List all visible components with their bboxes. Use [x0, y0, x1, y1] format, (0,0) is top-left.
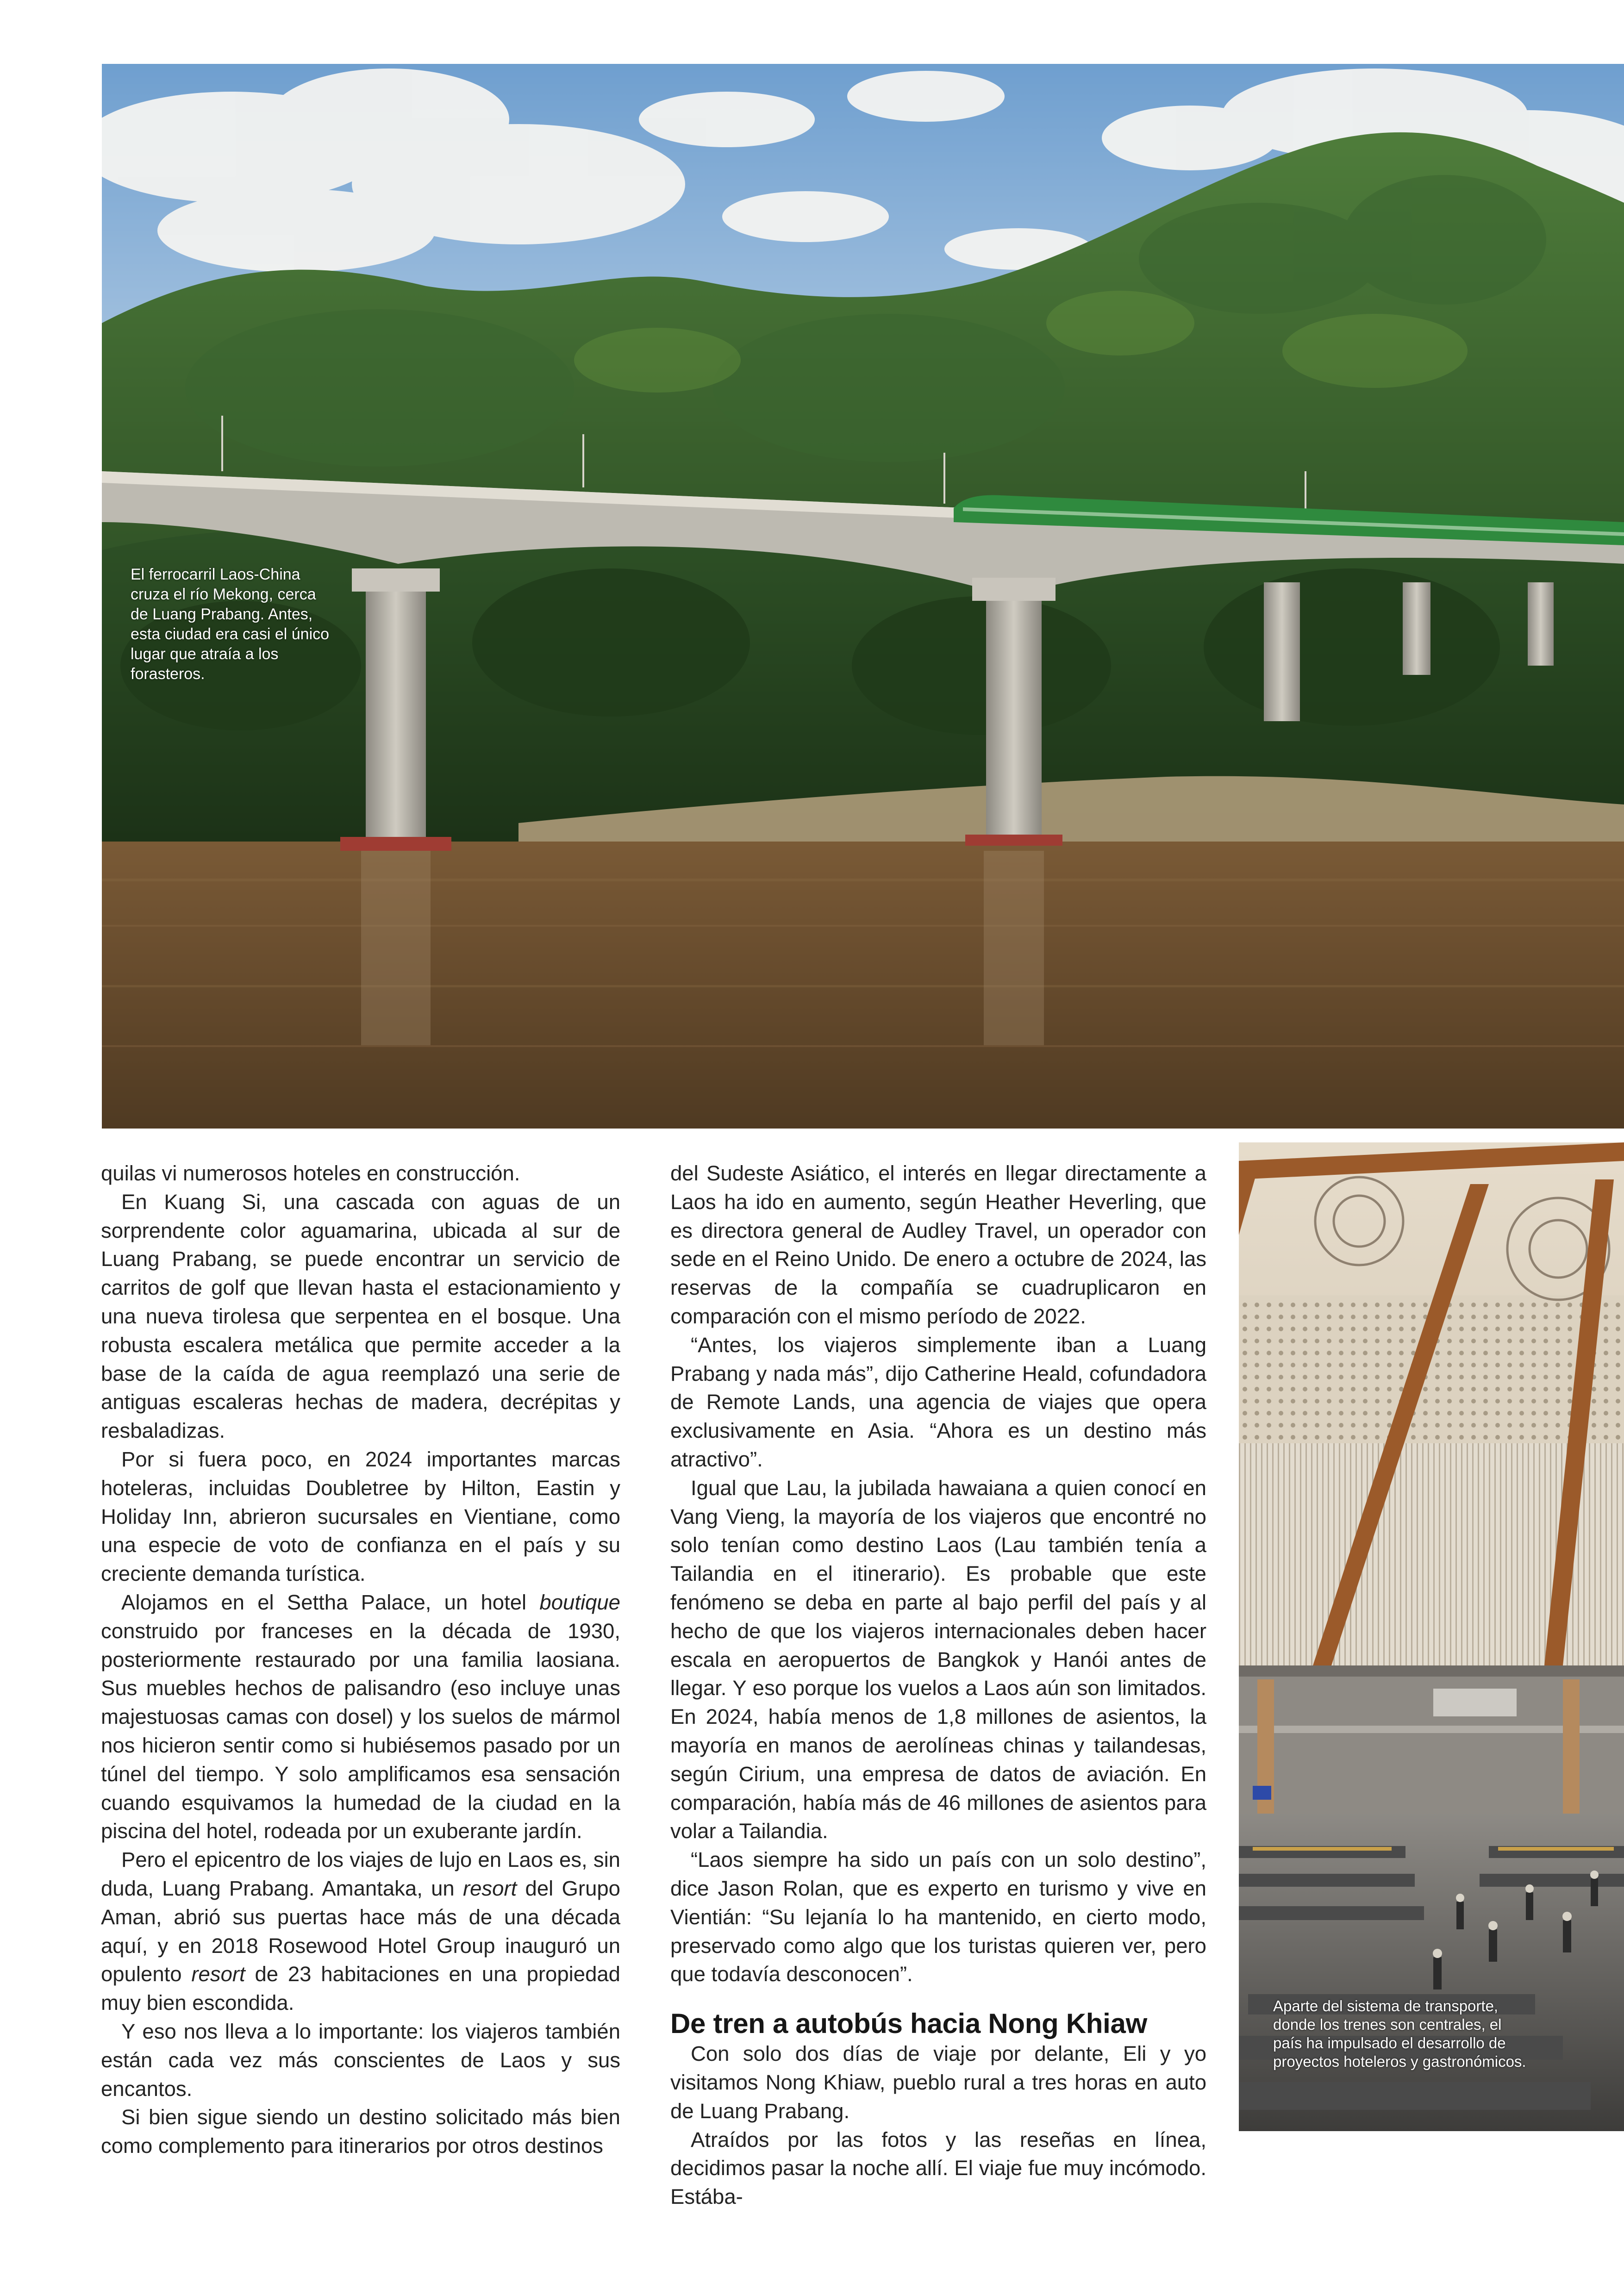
text-run: Alojamos en el Settha Palace, un hotel — [121, 1590, 540, 1614]
station-photo-caption: Aparte del sistema de transporte, donde los trenes son centrales, el país ha impulsado el desarrollo de proyectos hoteleros y gastronómicos. — [1273, 1997, 1526, 2070]
paragraph: “Antes, los viajeros simplemente iban a Luang Prabang y nada más”, dijo Catherine Heald, cofundadora de Remote Lands, una agencia de viajes que opera exclusivamente en Asia. “Ahora es un destino más atractivo”. — [670, 1333, 1206, 1471]
paragraph: Atraídos por las fotos y las reseñas en línea, decidimos pasar la noche allí. El viaje fue muy incómodo. Estába- — [670, 2127, 1206, 2209]
bridge-over-mekong-illustration — [102, 64, 1624, 1129]
paragraph: “Laos siempre ha sido un país con un solo destino”, dice Jason Rolan, que es experto en turismo y vive en Vientián: “Su lejanía lo ha mantenido, en cierto modo, preservado como algo que los turistas quieren ver, pero que todavía desconocen”. — [670, 1848, 1206, 1986]
paragraph: Con solo dos días de viaje por delante, Eli y yo visitamos Nong Khiaw, pueblo rural a tres horas en auto de Luang Prabang. — [670, 2042, 1206, 2123]
paragraph — [101, 1846, 620, 2017]
italic-term: resort — [462, 1876, 517, 1900]
paragraph: Y eso nos lleva a lo importante: los viajeros también están cada vez más conscientes de Laos y sus encantos. — [101, 2019, 620, 2101]
text-run: Pero el epicentro de los viajes de lujo en Laos es, sin duda, Luang Prabang. Amantaka, un — [101, 1848, 620, 1900]
text-run: de 23 habitaciones en una propiedad muy bien escondida. — [101, 1962, 620, 2015]
text-run: construido por franceses en la década de 1930, posteriormente restaurado por una familia laosiana. Sus muebles hechos de palisandro (eso incluye unas majestuosas camas con dosel) y los suelos de mármol nos hicieron sentir como si hubiésemos pasado por un túnel del tiempo. Y solo amplificamos esa sensación cuando esquivamos la humedad de la ciudad en la piscina del hotel, rodeada por un exuberante jardín. — [101, 1619, 620, 1843]
paragraph: del Sudeste Asiático, el interés en llegar directamente a Laos ha ido en aumento, según Heather Heverling, que es directora general de Audley Travel, un operador con sede en el Reino Unido. De enero a octubre de 2024, las reservas de la compañía se cuadruplicaron en comparación con el mismo período de 2022. — [670, 1161, 1206, 1328]
section-heading: De tren a autobús hacia Nong Khiaw — [670, 2008, 1147, 2039]
paragraph: En Kuang Si, una cascada con aguas de un sorprendente color aguamarina, ubicada al sur de Luang Prabang, se puede encontrar un servicio de carritos de golf que llevan hasta el estacionamiento y una nueva tirolesa que serpentea en el bosque. Una robusta escalera metálica que permite acceder a la base de la caída de agua reemplazó una serie de antiguas escaleras hechas de madera, decrépitas y resbaladizas. — [101, 1190, 620, 1443]
paragraph: Por si fuera poco, en 2024 importantes marcas hoteleras, incluidas Doubletree by Hilton, Eastin y Holiday Inn, abrieron sucursales en Vientiane, como una especie de voto de confianza en el país y su creciente demanda turística. — [101, 1447, 620, 1586]
article-column-1 — [101, 1159, 620, 2160]
italic-term: resort — [191, 1962, 245, 1986]
paragraph: Igual que Lau, la jubilada hawaiana a quien conocí en Vang Vieng, la mayoría de los viajeros que encontré no solo tenían como destino Laos (Lau también tenía a Tailandia en el itinerario). Es probable que este fenómeno se deba en parte al bajo perfil del país y al hecho de que los viajeros internacionales deben hacer escala en aeropuertos de Bangkok y Hanói antes de llegar. Y eso porque los vuelos a Laos aún son limitados. En 2024, había menos de 1,8 millones de asientos, la mayoría en manos de aerolíneas chinas y tailandesas, según Cirium, una empresa de datos de aviación. En comparación, había más de 46 millones de asientos para volar a Tailandia. — [670, 1476, 1206, 1843]
train-station-hall-illustration — [1239, 1142, 1624, 2131]
text-run: del Grupo Aman, abrió sus puertas hace más de una década aquí, y en 2018 Rosewood Hotel Group inauguró un opulento — [101, 1876, 620, 1986]
paragraph — [101, 1588, 620, 1846]
hero-photo — [102, 64, 1624, 1129]
hero-photo-caption: El ferrocarril Laos-China cruza el río Mekong, cerca de Luang Prabang. Antes, esta ciudad era casi el único lugar que atraía a los forasteros. — [131, 566, 330, 683]
paragraph: quilas vi numerosos hoteles en construcción. — [101, 1161, 520, 1185]
paragraph: Si bien sigue siendo un destino solicitado más bien como complemento para itinerarios por otros destinos — [101, 2105, 620, 2158]
article-column-2 — [670, 1159, 1206, 2211]
station-photo — [1239, 1142, 1624, 2131]
italic-term: boutique — [539, 1590, 620, 1614]
